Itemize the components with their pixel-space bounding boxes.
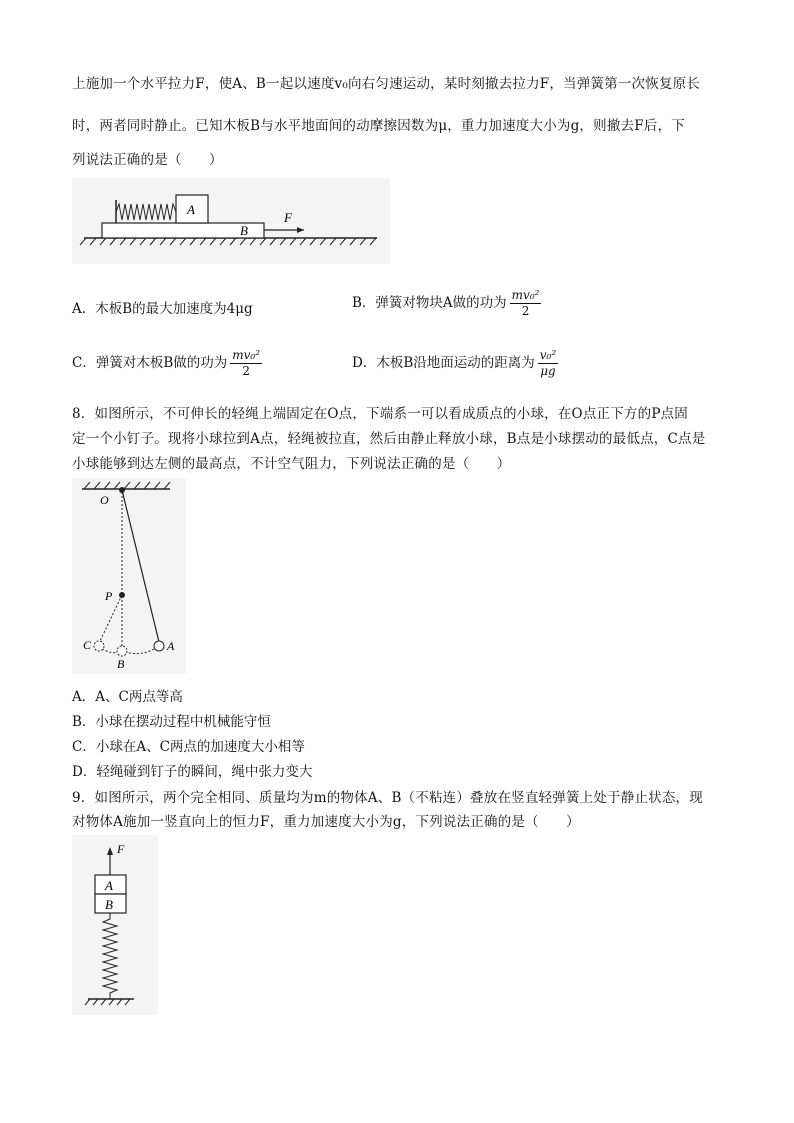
q8-option-b: B．小球在摆动过程中机械能守恒	[72, 714, 271, 730]
q9-line-1: 9．如图所示，两个完全相同、质量均为m的物体A、B（不粘连）叠放在竖直轻弹簧上处于静止状态，现	[72, 790, 703, 806]
label-a: A	[167, 639, 175, 653]
q8-line-1: 8．如图所示，不可伸长的轻绳上端固定在O点，下端系一可以看成质点的小球，在O点正下方的P点固	[72, 406, 689, 422]
label-a: A	[187, 202, 195, 217]
label-f: F	[117, 842, 125, 856]
q7-option-d-fraction	[538, 348, 558, 379]
q7-option-d	[352, 348, 558, 379]
q8-option-a: A．A、C两点等高	[72, 689, 183, 705]
q8-option-d: D．轻绳碰到钉子的瞬间，绳中张力变大	[72, 764, 313, 780]
fraction-denominator: 2	[521, 304, 530, 318]
spring	[103, 913, 117, 999]
q7-option-b-fraction	[510, 288, 542, 319]
q8-figure	[72, 478, 186, 674]
q7-line-2: 时，两者同时静止。已知木板B与水平地面间的动摩擦因数为μ，重力加速度大小为g，则撤去F后，下	[72, 118, 685, 134]
label-a: A	[105, 878, 113, 893]
ball-b	[117, 646, 127, 656]
q7-option-c-fraction	[230, 348, 262, 379]
q7-line-3: 列说法正确的是（ ）	[72, 152, 223, 168]
q7-line-1: 上施加一个水平拉力F，使A、B一起以速度v₀向右匀速运动，某时刻撤去拉力F，当弹簧第一次恢复原长	[72, 76, 701, 92]
label-b: B	[117, 657, 125, 671]
q9-line-2: 对物体A施加一竖直向上的恒力F，重力加速度大小为g，下列说法正确的是（ ）	[72, 814, 580, 830]
label-c: C	[83, 638, 92, 652]
fraction-numerator: mv₀²	[511, 288, 540, 302]
spring	[116, 204, 176, 220]
fraction-numerator: v₀²	[539, 348, 557, 362]
q8-line-3: 小球能够到达左侧的最高点，不计空气阻力，下列说法正确的是（ ）	[72, 456, 511, 472]
string	[122, 490, 159, 642]
pendulum-diagram	[72, 478, 186, 674]
label-o: O	[100, 493, 109, 507]
q7-option-c-text: C．弹簧对木板B做的功为	[72, 355, 228, 371]
label-b: B	[240, 223, 248, 238]
q7-figure	[72, 178, 390, 264]
fraction-denominator: 2	[242, 364, 250, 378]
q7-option-d-text: D．木板B沿地面运动的距离为	[352, 355, 535, 371]
q8-option-c: C．小球在A、C两点的加速度大小相等	[72, 739, 305, 755]
label-b: B	[105, 897, 113, 912]
q7-option-c	[72, 348, 262, 379]
label-f: F	[284, 210, 292, 225]
ball-a	[154, 641, 164, 651]
label-p: P	[105, 589, 113, 603]
q7-option-b-text: B．弹簧对物块A做的功为	[352, 295, 507, 311]
ball-c	[94, 641, 104, 651]
fraction-numerator: mv₀²	[232, 348, 261, 362]
q8-line-2: 定一个小钉子。现将小球拉到A点，轻绳被拉直，然后由静止释放小球，B点是小球摆动的最低点，C点是	[72, 431, 706, 447]
spring-stack-diagram	[72, 835, 158, 1015]
fraction-denominator: μg	[540, 364, 556, 378]
q9-figure	[72, 835, 158, 1015]
q7-option-b	[352, 288, 541, 319]
spring-board-diagram	[72, 178, 390, 264]
q7-option-a: A．木板B的最大加速度为4μg	[72, 301, 253, 317]
